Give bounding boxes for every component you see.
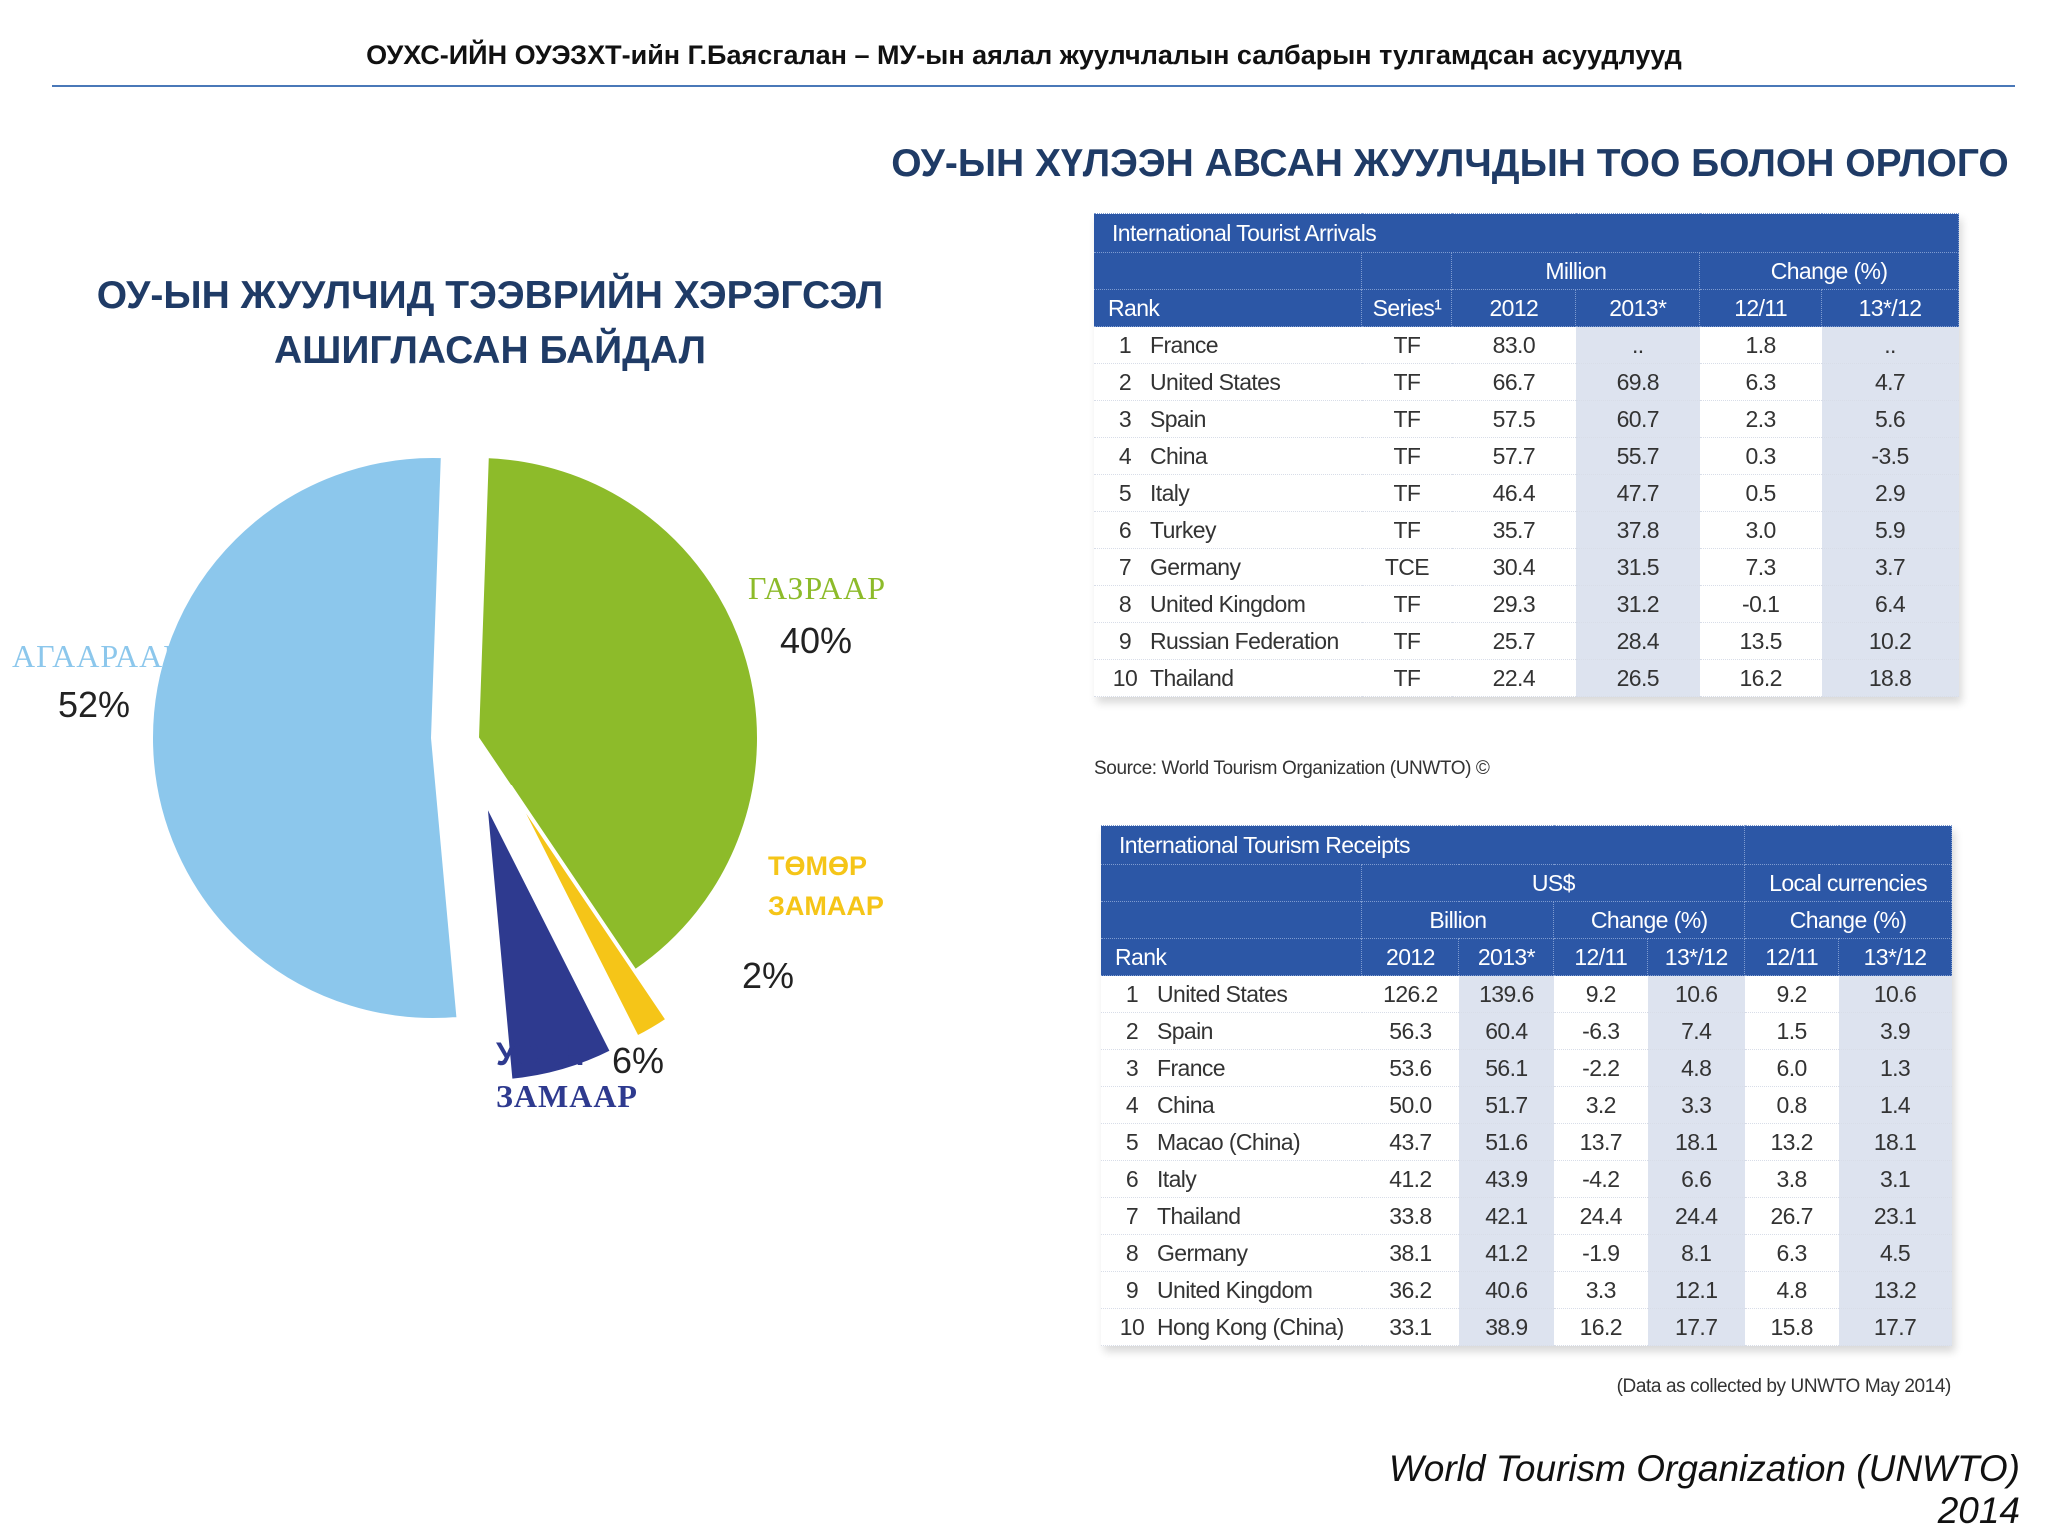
value-cell: 41.2 <box>1459 1235 1554 1272</box>
pie-heading-line2: АШИГЛАСАН БАЙДАЛ <box>274 329 706 372</box>
receipts-note: (Data as collected by UNWTO May 2014) <box>1616 1376 1951 1397</box>
value-cell: 9.2 <box>1554 976 1648 1013</box>
value-cell: TF <box>1362 401 1452 438</box>
value-cell: 35.7 <box>1452 512 1576 549</box>
table-row <box>1094 586 1959 623</box>
value-cell: 57.5 <box>1452 401 1576 438</box>
arrivals-source: Source: World Tourism Organization (UNWTO) © <box>1094 758 1490 779</box>
value-cell: .. <box>1822 327 1959 364</box>
value-cell: 6.4 <box>1822 586 1959 623</box>
value-cell: 26.5 <box>1576 660 1700 697</box>
value-cell: 66.7 <box>1452 364 1576 401</box>
rank-number: 3 <box>1125 1054 1139 1081</box>
rank-country-cell <box>1101 1309 1362 1346</box>
value-cell: 42.1 <box>1459 1198 1554 1235</box>
value-cell: 3.1 <box>1839 1161 1952 1198</box>
arrivals-col-header: Series¹ <box>1362 290 1452 327</box>
value-cell: 22.4 <box>1452 660 1576 697</box>
table-row <box>1094 401 1959 438</box>
value-cell: 18.8 <box>1822 660 1959 697</box>
value-cell: 6.3 <box>1700 364 1822 401</box>
rank-country-cell <box>1094 327 1362 364</box>
pie-heading-line1: ОУ-ЫН ЖУУЛЧИД ТЭЭВРИЙН ХЭРЭГСЭЛ <box>96 274 884 317</box>
receipts-table-title: International Tourism Receipts <box>1101 826 1745 865</box>
value-cell: 60.4 <box>1459 1013 1554 1050</box>
value-cell: 17.7 <box>1839 1309 1952 1346</box>
rank-number: 1 <box>1118 331 1132 358</box>
value-cell: -1.9 <box>1554 1235 1648 1272</box>
value-cell: TF <box>1362 660 1452 697</box>
rank-country-cell <box>1094 438 1362 475</box>
value-cell: 8.1 <box>1648 1235 1745 1272</box>
value-cell: 17.7 <box>1648 1309 1745 1346</box>
arrivals-table <box>1094 213 1959 697</box>
header-divider <box>52 85 2015 87</box>
value-cell: -0.1 <box>1700 586 1822 623</box>
receipts-group-local: Local currencies <box>1745 865 1952 902</box>
country-name: Thailand <box>1157 1202 1241 1229</box>
value-cell: 16.2 <box>1554 1309 1648 1346</box>
pie-label-air: АГААРААР <box>12 638 183 674</box>
country-name: United States <box>1157 980 1288 1007</box>
value-cell: 29.3 <box>1452 586 1576 623</box>
value-cell: 6.3 <box>1745 1235 1839 1272</box>
table-row <box>1094 475 1959 512</box>
rank-country-cell <box>1101 1013 1362 1050</box>
arrivals-group-million: Million <box>1452 253 1700 290</box>
pie-value-water: 6% <box>612 1040 665 1081</box>
value-cell: 33.8 <box>1362 1198 1459 1235</box>
footer-citation: World Tourism Organization (UNWTO) 2014 <box>1388 1448 2020 1531</box>
receipts-group-billion: Billion <box>1362 902 1554 939</box>
country-name: Russian Federation <box>1150 627 1339 654</box>
value-cell: 18.1 <box>1648 1124 1745 1161</box>
value-cell: TF <box>1362 512 1452 549</box>
value-cell: 47.7 <box>1576 475 1700 512</box>
country-name: France <box>1150 331 1218 358</box>
value-cell: 5.9 <box>1822 512 1959 549</box>
receipts-col-header: 2012 <box>1362 939 1459 976</box>
value-cell: 3.3 <box>1648 1087 1745 1124</box>
country-name: France <box>1157 1054 1225 1081</box>
receipts-group-usd: US$ <box>1362 865 1745 902</box>
value-cell: 26.7 <box>1745 1198 1839 1235</box>
value-cell: TF <box>1362 438 1452 475</box>
table-row <box>1101 1309 1952 1346</box>
value-cell: 36.2 <box>1362 1272 1459 1309</box>
value-cell: 3.3 <box>1554 1272 1648 1309</box>
rank-number: 8 <box>1125 1239 1139 1266</box>
table-row <box>1101 1013 1952 1050</box>
rank-country-cell <box>1094 549 1362 586</box>
country-name: China <box>1150 442 1208 469</box>
value-cell: 3.7 <box>1822 549 1959 586</box>
slide-header-title: ОУХС-ИЙН ОУЭЗХТ-ийн Г.Баясгалан – МУ-ын аялал жуулчлалын салбарын тулгамдсан асуудлууд <box>366 40 1682 70</box>
value-cell: 2.3 <box>1700 401 1822 438</box>
value-cell: 57.7 <box>1452 438 1576 475</box>
pie-value-rail: 2% <box>742 955 795 996</box>
receipts-col-header: 12/11 <box>1745 939 1839 976</box>
rank-country-cell <box>1094 364 1362 401</box>
value-cell: 3.9 <box>1839 1013 1952 1050</box>
value-cell: 55.7 <box>1576 438 1700 475</box>
rank-country-cell <box>1101 1198 1362 1235</box>
value-cell: 56.1 <box>1459 1050 1554 1087</box>
value-cell: 139.6 <box>1459 976 1554 1013</box>
table-row <box>1094 364 1959 401</box>
country-name: Spain <box>1150 405 1206 432</box>
table-row <box>1094 660 1959 697</box>
value-cell: .. <box>1576 327 1700 364</box>
receipts-col-header: 13*/12 <box>1648 939 1745 976</box>
table-row <box>1101 1087 1952 1124</box>
rank-country-cell <box>1101 1050 1362 1087</box>
rank-country-cell <box>1094 401 1362 438</box>
value-cell: 28.4 <box>1576 623 1700 660</box>
value-cell: 2.9 <box>1822 475 1959 512</box>
table-row <box>1101 1272 1952 1309</box>
arrivals-col-header: 2012 <box>1452 290 1576 327</box>
rank-number: 3 <box>1118 405 1132 432</box>
value-cell: 3.8 <box>1745 1161 1839 1198</box>
rank-country-cell <box>1101 1087 1362 1124</box>
value-cell: 1.5 <box>1745 1013 1839 1050</box>
value-cell: 13.2 <box>1745 1124 1839 1161</box>
value-cell: 4.8 <box>1648 1050 1745 1087</box>
value-cell: 10.6 <box>1839 976 1952 1013</box>
value-cell: 60.7 <box>1576 401 1700 438</box>
table-row <box>1101 1198 1952 1235</box>
pie-slice <box>151 456 459 1020</box>
table-row <box>1094 327 1959 364</box>
rank-country-cell <box>1094 586 1362 623</box>
rank-number: 7 <box>1125 1202 1139 1229</box>
rank-country-cell <box>1094 660 1362 697</box>
table-row <box>1094 623 1959 660</box>
value-cell: 56.3 <box>1362 1013 1459 1050</box>
country-name: Germany <box>1150 553 1241 580</box>
value-cell: TF <box>1362 364 1452 401</box>
value-cell: 1.8 <box>1700 327 1822 364</box>
value-cell: 13.5 <box>1700 623 1822 660</box>
country-name: Turkey <box>1150 516 1216 543</box>
value-cell: 6.0 <box>1745 1050 1839 1087</box>
value-cell: 53.6 <box>1362 1050 1459 1087</box>
rank-number: 2 <box>1125 1017 1139 1044</box>
pie-label-rail-line2: ЗАМААР <box>768 891 884 921</box>
transport-pie-chart <box>0 400 960 1160</box>
value-cell: 37.8 <box>1576 512 1700 549</box>
arrivals-group-change: Change (%) <box>1700 253 1959 290</box>
rank-number: 4 <box>1118 442 1132 469</box>
value-cell: 31.5 <box>1576 549 1700 586</box>
value-cell: -3.5 <box>1822 438 1959 475</box>
value-cell: 41.2 <box>1362 1161 1459 1198</box>
country-name: Germany <box>1157 1239 1248 1266</box>
value-cell: 33.1 <box>1362 1309 1459 1346</box>
value-cell: 1.3 <box>1839 1050 1952 1087</box>
receipts-group-local-change: Change (%) <box>1745 902 1952 939</box>
pie-label-land: ГАЗРААР <box>748 570 887 606</box>
rank-number: 7 <box>1118 553 1132 580</box>
value-cell: 25.7 <box>1452 623 1576 660</box>
arrivals-col-header: Rank <box>1094 290 1362 327</box>
value-cell: 15.8 <box>1745 1309 1839 1346</box>
pie-label-water-line2: ЗАМААР <box>496 1078 638 1114</box>
value-cell: 40.6 <box>1459 1272 1554 1309</box>
rank-number: 4 <box>1125 1091 1139 1118</box>
rank-number: 10 <box>1119 1313 1145 1340</box>
rank-country-cell <box>1101 1272 1362 1309</box>
country-name: Italy <box>1157 1165 1197 1192</box>
rank-number: 5 <box>1125 1128 1139 1155</box>
value-cell: 43.7 <box>1362 1124 1459 1161</box>
value-cell: 126.2 <box>1362 976 1459 1013</box>
value-cell: TCE <box>1362 549 1452 586</box>
rank-country-cell <box>1101 1161 1362 1198</box>
value-cell: 6.6 <box>1648 1161 1745 1198</box>
value-cell: 7.4 <box>1648 1013 1745 1050</box>
value-cell: TF <box>1362 327 1452 364</box>
value-cell: 43.9 <box>1459 1161 1554 1198</box>
country-name: Spain <box>1157 1017 1213 1044</box>
table-row <box>1101 1124 1952 1161</box>
value-cell: TF <box>1362 586 1452 623</box>
value-cell: 3.2 <box>1554 1087 1648 1124</box>
value-cell: 51.6 <box>1459 1124 1554 1161</box>
table-row <box>1101 976 1952 1013</box>
receipts-table <box>1101 825 1952 1346</box>
value-cell: 5.6 <box>1822 401 1959 438</box>
value-cell: 10.6 <box>1648 976 1745 1013</box>
value-cell: 12.1 <box>1648 1272 1745 1309</box>
value-cell: -6.3 <box>1554 1013 1648 1050</box>
pie-label-water-line1: УСАН <box>496 1036 585 1072</box>
value-cell: 3.0 <box>1700 512 1822 549</box>
rank-country-cell <box>1101 1124 1362 1161</box>
table-row <box>1094 438 1959 475</box>
rank-number: 1 <box>1125 980 1139 1007</box>
rank-country-cell <box>1094 512 1362 549</box>
rank-number: 2 <box>1118 368 1132 395</box>
value-cell: 4.7 <box>1822 364 1959 401</box>
rank-country-cell <box>1094 623 1362 660</box>
value-cell: -4.2 <box>1554 1161 1648 1198</box>
value-cell: TF <box>1362 475 1452 512</box>
value-cell: 9.2 <box>1745 976 1839 1013</box>
country-name: Thailand <box>1150 664 1234 691</box>
pie-value-air: 52% <box>58 684 131 725</box>
arrivals-table-title: International Tourist Arrivals <box>1094 214 1959 253</box>
value-cell: 13.7 <box>1554 1124 1648 1161</box>
pie-label-rail <box>768 846 884 926</box>
value-cell: 4.5 <box>1839 1235 1952 1272</box>
rank-number: 5 <box>1118 479 1132 506</box>
country-name: United Kingdom <box>1150 590 1306 617</box>
value-cell: -2.2 <box>1554 1050 1648 1087</box>
rank-country-cell <box>1101 1235 1362 1272</box>
value-cell: 30.4 <box>1452 549 1576 586</box>
country-name: United Kingdom <box>1157 1276 1313 1303</box>
receipts-col-header: 2013* <box>1459 939 1554 976</box>
value-cell: 16.2 <box>1700 660 1822 697</box>
rank-country-cell <box>1094 475 1362 512</box>
table-row <box>1094 512 1959 549</box>
value-cell: 23.1 <box>1839 1198 1952 1235</box>
value-cell: TF <box>1362 623 1452 660</box>
receipts-col-header: 13*/12 <box>1839 939 1952 976</box>
arrivals-col-header: 13*/12 <box>1822 290 1959 327</box>
rank-number: 6 <box>1118 516 1132 543</box>
country-name: United States <box>1150 368 1281 395</box>
pie-heading <box>60 268 920 378</box>
value-cell: 10.2 <box>1822 623 1959 660</box>
value-cell: 50.0 <box>1362 1087 1459 1124</box>
value-cell: 51.7 <box>1459 1087 1554 1124</box>
receipts-group-change: Change (%) <box>1554 902 1745 939</box>
arrivals-col-header: 12/11 <box>1700 290 1822 327</box>
value-cell: 38.9 <box>1459 1309 1554 1346</box>
value-cell: 38.1 <box>1362 1235 1459 1272</box>
rank-number: 8 <box>1118 590 1132 617</box>
value-cell: 18.1 <box>1839 1124 1952 1161</box>
table-row <box>1094 549 1959 586</box>
rank-number: 10 <box>1112 664 1138 691</box>
value-cell: 69.8 <box>1576 364 1700 401</box>
table-row <box>1101 1161 1952 1198</box>
rank-number: 9 <box>1125 1276 1139 1303</box>
value-cell: 24.4 <box>1648 1198 1745 1235</box>
value-cell: 4.8 <box>1745 1272 1839 1309</box>
value-cell: 46.4 <box>1452 475 1576 512</box>
value-cell: 31.2 <box>1576 586 1700 623</box>
value-cell: 0.5 <box>1700 475 1822 512</box>
country-name: Macao (China) <box>1157 1128 1301 1155</box>
table-row <box>1101 1050 1952 1087</box>
value-cell: 7.3 <box>1700 549 1822 586</box>
receipts-col-header: 12/11 <box>1554 939 1648 976</box>
rank-number: 9 <box>1118 627 1132 654</box>
pie-value-land: 40% <box>780 620 853 661</box>
arrivals-col-header: 2013* <box>1576 290 1700 327</box>
tables-heading: ОУ-ЫН ХҮЛЭЭН АВСАН ЖУУЛЧДЫН ТОО БОЛОН ОРЛОГО <box>891 142 2009 185</box>
rank-country-cell <box>1101 976 1362 1013</box>
country-name: Hong Kong (China) <box>1157 1313 1344 1340</box>
country-name: China <box>1157 1091 1215 1118</box>
table-row <box>1101 1235 1952 1272</box>
value-cell: 13.2 <box>1839 1272 1952 1309</box>
pie-label-rail-line1: ТӨМӨР <box>768 851 867 881</box>
value-cell: 0.3 <box>1700 438 1822 475</box>
value-cell: 1.4 <box>1839 1087 1952 1124</box>
value-cell: 24.4 <box>1554 1198 1648 1235</box>
country-name: Italy <box>1150 479 1190 506</box>
rank-number: 6 <box>1125 1165 1139 1192</box>
value-cell: 0.8 <box>1745 1087 1839 1124</box>
value-cell: 83.0 <box>1452 327 1576 364</box>
receipts-col-header: Rank <box>1101 939 1362 976</box>
